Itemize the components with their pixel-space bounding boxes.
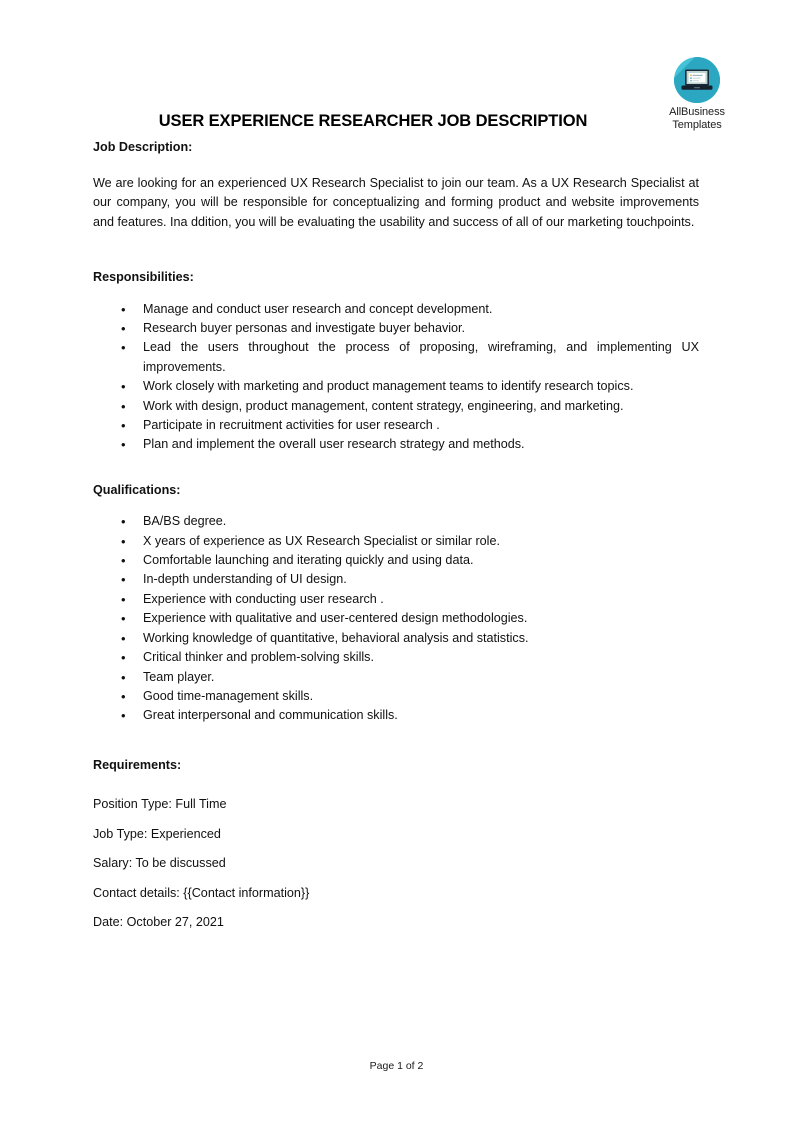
list-item: • Working knowledge of quantitative, behavioral analysis and statistics. [93,629,699,648]
requirement-date: Date: October 27, 2021 [93,915,224,930]
list-item: • Work with design, product management, content strategy, engineering, and marketing. [93,397,699,416]
list-item: • Good time-management skills. [93,687,699,706]
list-item: • Lead the users throughout the process of proposing, wireframing, and implementing UX improvements. [93,338,699,377]
allbusiness-templates-logo [657,57,737,132]
page-title: USER EXPERIENCE RESEARCHER JOB DESCRIPTION [158,112,588,130]
logo-caption [657,106,737,132]
laptop-icon [681,68,713,92]
list-item: • Work closely with marketing and product management teams to identify research topics. [93,377,699,396]
section-heading-requirements: Requirements: [93,757,182,772]
requirement-salary: Salary: To be discussed [93,856,226,871]
list-item: • Critical thinker and problem-solving skills. [93,648,699,667]
list-item: • Manage and conduct user research and concept development. [93,300,699,319]
list-item: • Plan and implement the overall user research strategy and methods. [93,435,699,454]
requirement-job-type: Job Type: Experienced [93,826,221,841]
list-item: • Comfortable launching and iterating quickly and using data. [93,551,699,570]
section-heading-job-description: Job Description: [93,140,193,154]
responsibilities-list [93,300,699,455]
document-body [93,138,699,933]
requirement-position-type: Position Type: Full Time [93,797,227,812]
logo-circle [674,57,720,103]
section-heading-responsibilities: Responsibilities: [93,270,194,284]
list-item: • Experience with conducting user research . [93,590,699,609]
list-item: • X years of experience as UX Research Specialist or similar role. [93,532,699,551]
page-footer: Page 1 of 2 [369,1060,424,1072]
list-item: • Experience with qualitative and user-centered design methodologies. [93,609,699,628]
requirement-contact-details: Contact details: {{Contact information}} [93,885,310,900]
list-item: • Team player. [93,668,699,687]
qualifications-list [93,512,699,725]
list-item: • Great interpersonal and communication skills. [93,706,699,725]
job-description-paragraph: We are looking for an experienced UX Research Specialist to join our team. As a UX Research Specialist at our company, you will be responsible for conceptualizing and forming product and website improvements and features. Ina ddition, you will be evaluating the usability and success of all of our marketing touchpoints. [93,175,699,229]
list-item: • In-depth understanding of UI design. [93,570,699,589]
list-item: • Research buyer personas and investigate buyer behavior. [93,319,699,338]
logo-caption-line2: Templates [672,119,722,131]
logo-caption-line1: AllBusiness [669,106,725,118]
list-item: • BA/BS degree. [93,512,699,531]
section-heading-qualifications: Qualifications: [93,482,181,497]
list-item: • Participate in recruitment activities for user research . [93,416,699,435]
